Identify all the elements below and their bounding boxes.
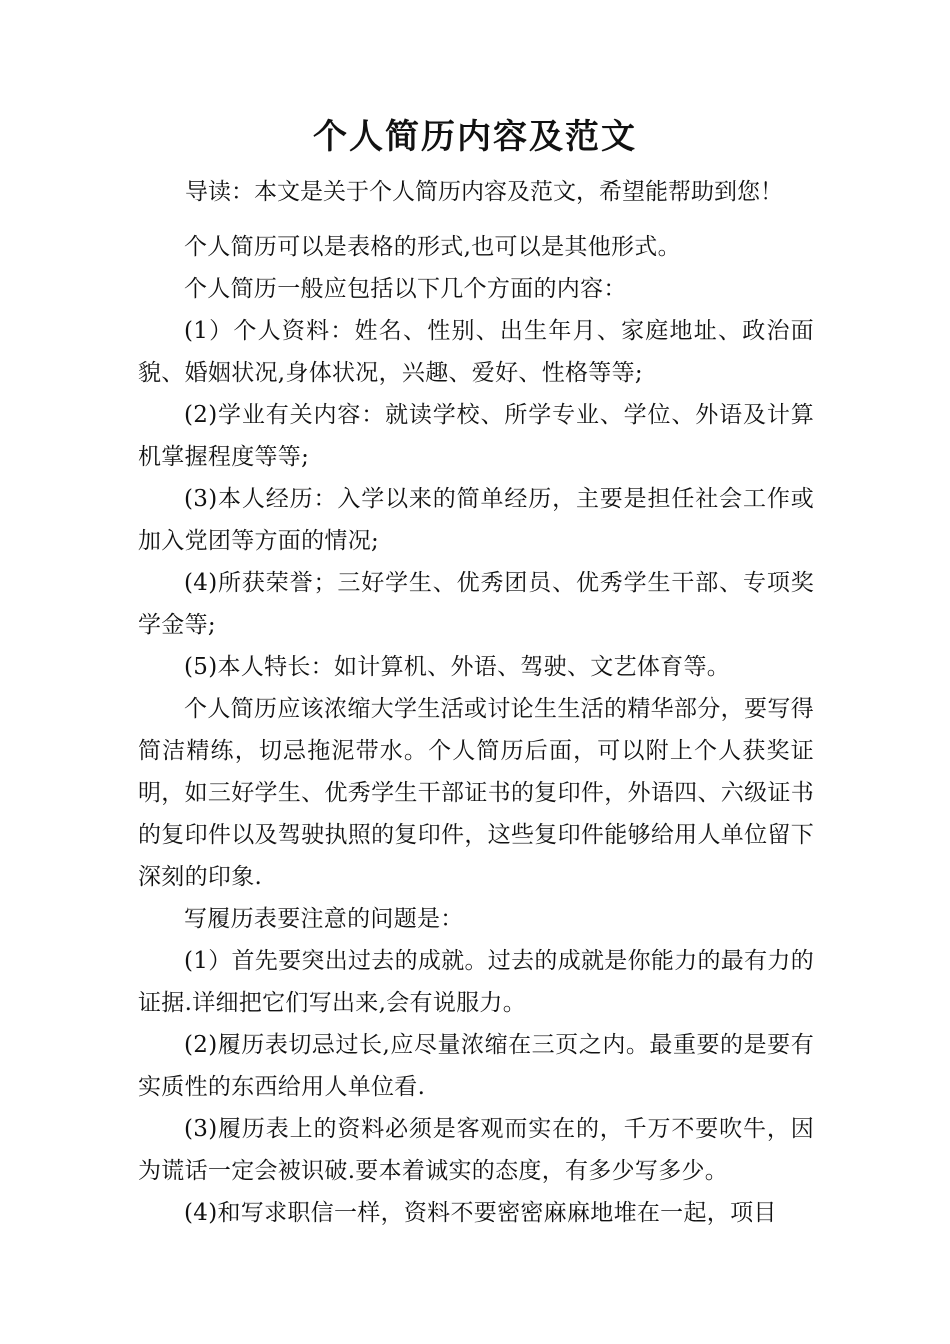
paragraph-academic-info: (2)学业有关内容：就读学校、所学专业、学位、外语及计算机掌握程度等等; xyxy=(138,402,814,470)
paragraph-experience: (3)本人经历：入学以来的简单经历，主要是担任社会工作或加入党团等方面的情况; xyxy=(138,486,814,554)
paragraph-condense-advice: 个人简历应该浓缩大学生活或讨论生生活的精华部分，要写得简洁精练，切忌拖泥带水。个人简历后面，可以附上个人获奖证明，如三好学生、优秀学生干部证书的复印件，外语四、六级证书的复印件以及驾驶执照的复印件，这些复印件能够给用人单位留下深刻的印象. xyxy=(138,696,814,890)
document-body xyxy=(138,226,814,1234)
paragraph-resume-form: 个人简历可以是表格的形式,也可以是其他形式。 xyxy=(184,234,681,260)
paragraph-note-achievements: (1）首先要突出过去的成就。过去的成就是你能力的最有力的证据.详细把它们写出来,会有说服力。 xyxy=(138,948,815,1016)
paragraph-note-honesty: (3)履历表上的资料必须是客观而实在的，千万不要吹牛，因为谎话一定会被识破.要本着诚实的态度，有多少写多少。 xyxy=(138,1116,814,1184)
document-intro: 导读：本文是关于个人简历内容及范文，希望能帮助到您！ xyxy=(185,179,783,205)
paragraph-skills: (5)本人特长：如计算机、外语、驾驶、文艺体育等。 xyxy=(184,654,731,680)
paragraph-honors: (4)所获荣誉；三好学生、优秀团员、优秀学生干部、专项奖学金等; xyxy=(138,570,814,638)
paragraph-notes-heading: 写履历表要注意的问题是： xyxy=(184,906,464,932)
paragraph-note-layout: (4)和写求职信一样，资料不要密密麻麻地堆在一起，项目 xyxy=(184,1200,777,1226)
paragraph-resume-contents-intro: 个人简历一般应包括以下几个方面的内容： xyxy=(184,276,627,302)
paragraph-personal-info: (1）个人资料：姓名、性别、出生年月、家庭地址、政治面貌、婚姻状况,身体状况，兴趣、爱好、性格等等; xyxy=(138,318,814,386)
document-title: 个人简历内容及范文 xyxy=(313,117,637,157)
paragraph-note-length: (2)履历表切忌过长,应尽量浓缩在三页之内。最重要的是要有实质性的东西给用人单位看. xyxy=(138,1032,814,1100)
